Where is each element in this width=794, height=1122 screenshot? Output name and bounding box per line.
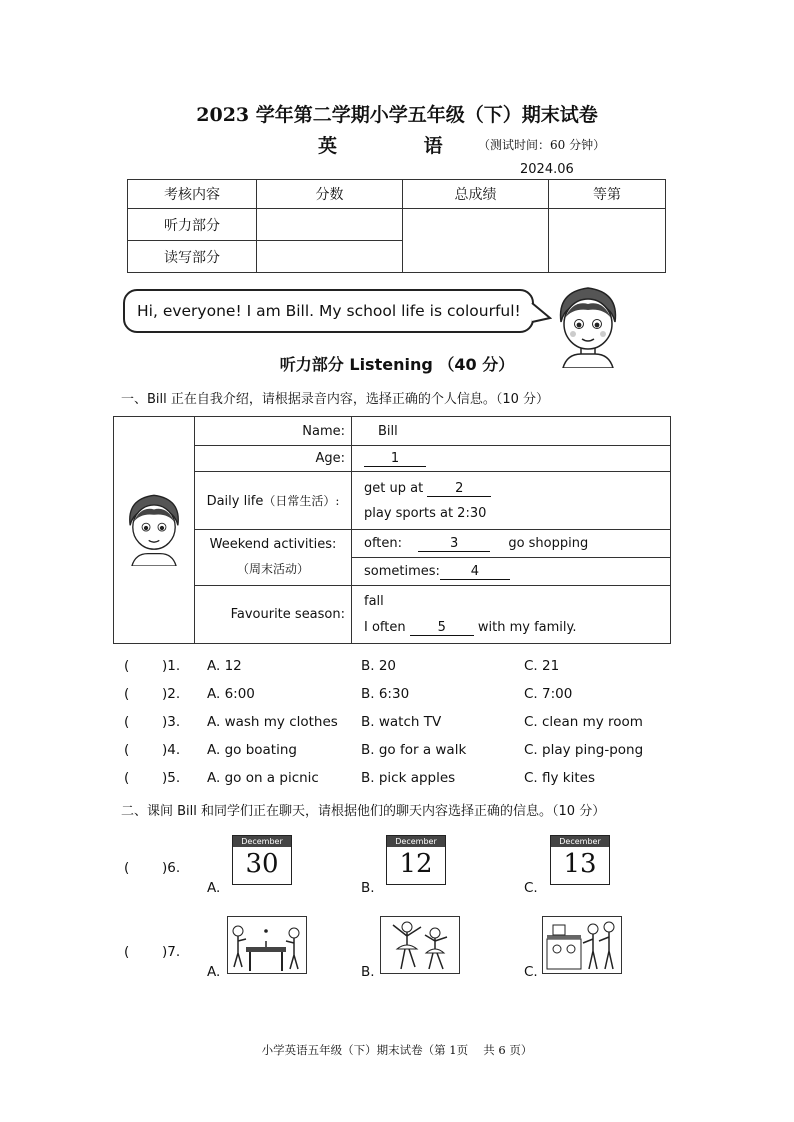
- name-label: Name:: [195, 417, 352, 446]
- sports-text: play sports at 2:30: [364, 505, 487, 521]
- score-row-reading-writing: 读写部分: [128, 241, 257, 273]
- calendar-month-a: December: [233, 836, 291, 847]
- age-label: Age:: [195, 446, 352, 472]
- q3-paren[interactable]: (: [124, 714, 130, 730]
- q7-label-b[interactable]: B.: [361, 964, 375, 980]
- q3-option-a[interactable]: A. wash my clothes: [207, 714, 338, 730]
- q6-calendar-b[interactable]: [386, 835, 446, 885]
- score-cell-listening[interactable]: [257, 209, 403, 241]
- q3-number: )3.: [162, 714, 181, 730]
- calendar-day-c: 13: [563, 849, 597, 879]
- q1-option-c[interactable]: C. 21: [524, 658, 560, 674]
- age-blank[interactable]: 1: [364, 452, 426, 467]
- calendar-day-b: 12: [399, 849, 433, 879]
- q1-paren[interactable]: (: [124, 658, 130, 674]
- q5-number: )5.: [162, 770, 181, 786]
- q6-number: )6.: [162, 860, 181, 876]
- often-text: often:: [364, 535, 403, 551]
- exam-title: 2023 学年第二学期小学五年级（下）期末试卷: [196, 104, 598, 126]
- q4-option-a[interactable]: A. go boating: [207, 742, 297, 758]
- q3-option-b[interactable]: B. watch TV: [361, 714, 442, 730]
- ballet-dancing-picture[interactable]: [380, 916, 460, 974]
- speech-bubble-tail: [530, 300, 552, 326]
- weekend-label: Weekend activities:: [209, 537, 337, 552]
- q6-paren[interactable]: (: [124, 860, 130, 876]
- bill-info-table: [113, 416, 671, 644]
- q6-label-a[interactable]: A.: [207, 880, 221, 896]
- bill-portrait-cell: [114, 417, 195, 644]
- calendar-month-c: December: [551, 836, 609, 847]
- q4-number: )4.: [162, 742, 181, 758]
- q1-number: )1.: [162, 658, 181, 674]
- score-header-grade: 等第: [549, 180, 666, 209]
- score-header-content: 考核内容: [128, 180, 257, 209]
- getup-text: get up at: [364, 480, 424, 496]
- ping-pong-picture[interactable]: [227, 916, 307, 974]
- q2-option-a[interactable]: A. 6:00: [207, 686, 255, 702]
- q5-paren[interactable]: (: [124, 770, 130, 786]
- q2-option-b[interactable]: B. 6:30: [361, 686, 410, 702]
- q2-number: )2.: [162, 686, 181, 702]
- score-header-total: 总成绩: [403, 180, 549, 209]
- q5-option-b[interactable]: B. pick apples: [361, 770, 456, 786]
- calendar-month-b: December: [387, 836, 445, 847]
- q7-label-c[interactable]: C.: [524, 964, 538, 980]
- q2-paren[interactable]: (: [124, 686, 130, 702]
- season-blank[interactable]: 5: [410, 621, 474, 636]
- bill-portrait-illustration: [123, 490, 185, 566]
- speech-bubble: Hi, everyone! I am Bill. My school life is colourful!: [123, 289, 534, 333]
- name-value: Bill: [352, 417, 671, 446]
- part1-heading: 一、Bill 正在自我介绍，请根据录音内容，选择正确的个人信息。（10 分）: [121, 392, 550, 407]
- weekend-cn: （周末活动）: [236, 562, 309, 576]
- q1-option-a[interactable]: A. 12: [207, 658, 242, 674]
- exam-duration: （测试时间：60 分钟）: [478, 138, 606, 152]
- season-value: fall: [364, 593, 384, 609]
- q6-label-c[interactable]: C.: [524, 880, 538, 896]
- q6-calendar-c[interactable]: [550, 835, 610, 885]
- q3-option-c[interactable]: C. clean my room: [524, 714, 643, 730]
- score-header-score: 分数: [257, 180, 403, 209]
- q1-option-b[interactable]: B. 20: [361, 658, 397, 674]
- often-suffix: go shopping: [508, 535, 589, 551]
- season-often-text: I often: [364, 619, 406, 635]
- score-row-listening: 听力部分: [128, 209, 257, 241]
- q5-option-c[interactable]: C. fly kites: [524, 770, 595, 786]
- q7-paren[interactable]: (: [124, 944, 130, 960]
- calendar-day-a: 30: [245, 849, 279, 879]
- sometimes-text: sometimes:: [364, 563, 440, 579]
- q6-calendar-a[interactable]: [232, 835, 292, 885]
- exam-date: 2024.06: [520, 162, 574, 177]
- q4-paren[interactable]: (: [124, 742, 130, 758]
- score-cell-reading-writing[interactable]: [257, 241, 403, 273]
- often-blank[interactable]: 3: [418, 537, 490, 552]
- score-cell-grade[interactable]: [549, 209, 666, 273]
- listening-section-title: 听力部分 Listening （40 分）: [279, 355, 515, 374]
- score-cell-total[interactable]: [403, 209, 549, 273]
- season-suffix: with my family.: [477, 619, 577, 635]
- q6-label-b[interactable]: B.: [361, 880, 375, 896]
- q2-option-c[interactable]: C. 7:00: [524, 686, 573, 702]
- season-label: Favourite season:: [195, 586, 352, 644]
- q4-option-c[interactable]: C. play ping-pong: [524, 742, 644, 758]
- cooking-picture[interactable]: [542, 916, 622, 974]
- page-footer: 小学英语五年级（下）期末试卷（第 1页 共 6 页）: [261, 1043, 533, 1057]
- sometimes-blank[interactable]: 4: [440, 565, 510, 580]
- getup-blank[interactable]: 2: [427, 482, 491, 497]
- q7-label-a[interactable]: A.: [207, 964, 221, 980]
- q4-option-b[interactable]: B. go for a walk: [361, 742, 467, 758]
- subject-title: 英 语: [318, 135, 483, 157]
- part2-heading: 二、课间 Bill 和同学们正在聊天，请根据他们的聊天内容选择正确的信息。（10 分）: [121, 804, 606, 819]
- q5-option-a[interactable]: A. go on a picnic: [207, 770, 319, 786]
- score-table: [127, 179, 666, 273]
- daily-life-cn: （日常生活）:: [263, 494, 340, 508]
- daily-life-label: Daily life: [206, 494, 264, 509]
- q7-number: )7.: [162, 944, 181, 960]
